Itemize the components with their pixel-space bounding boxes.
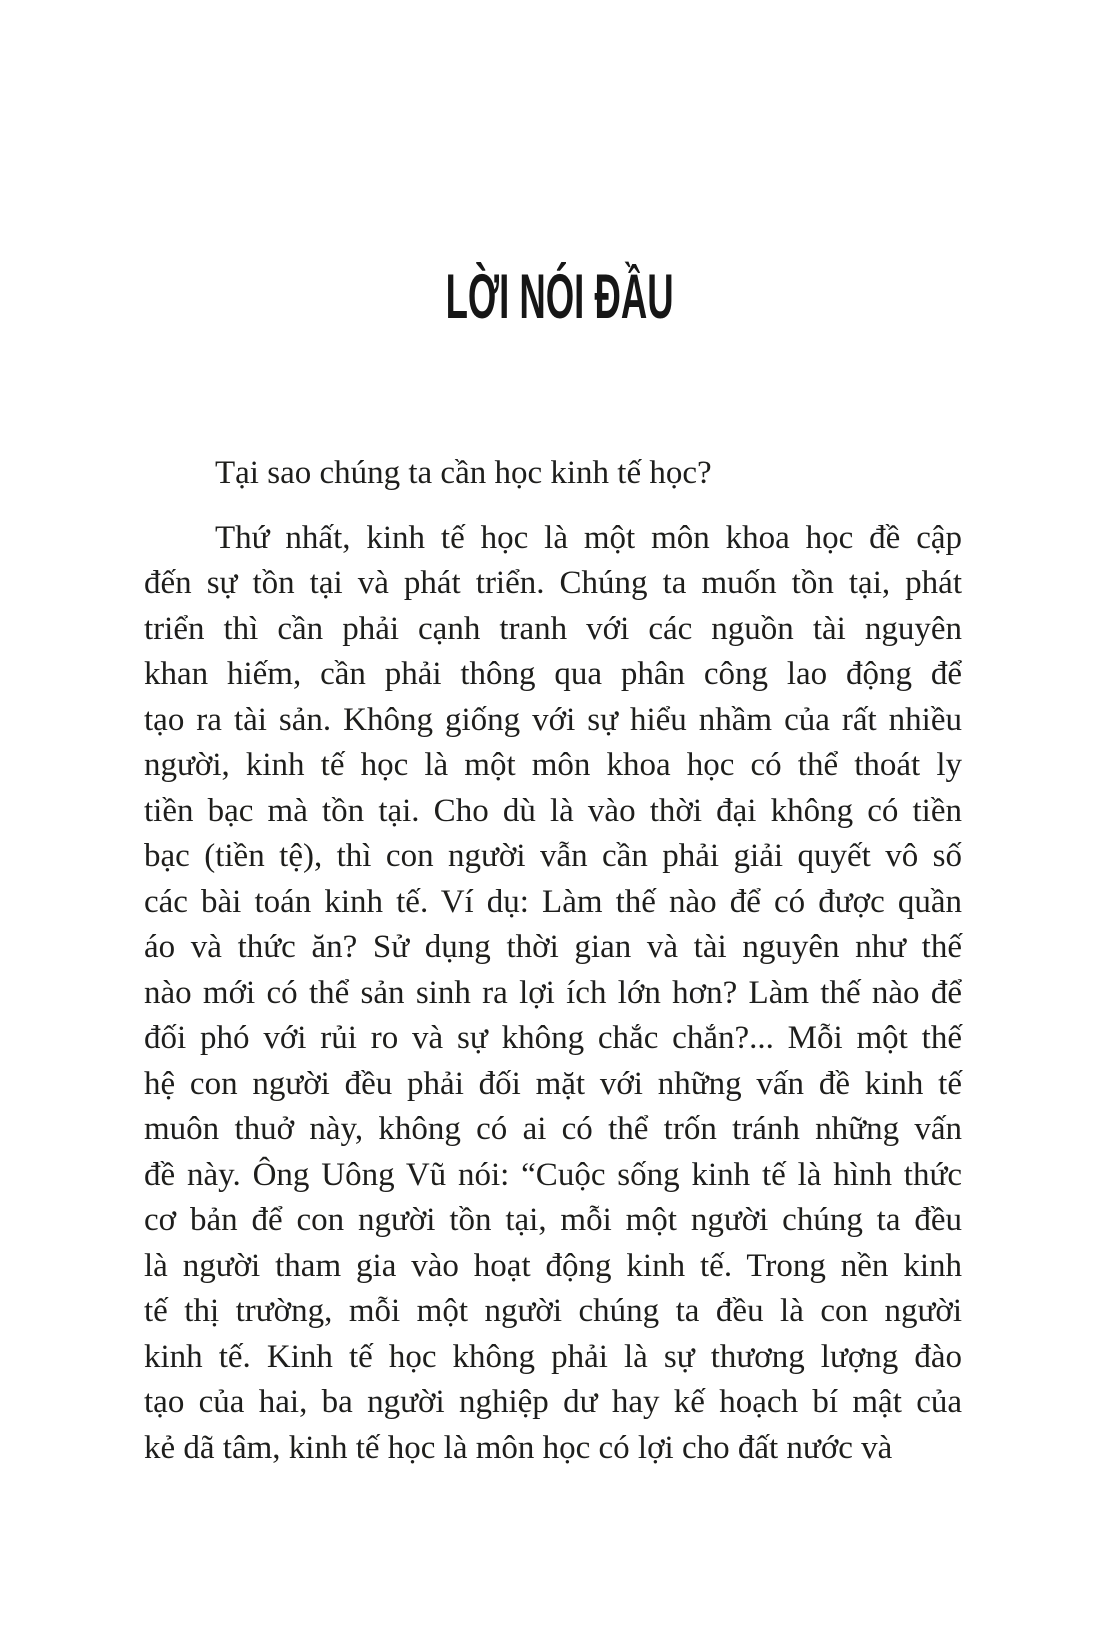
text-line: đối phó với rủi ro và sự không chắc chắn?... Mỗi một thế bbox=[144, 1020, 962, 1056]
text-line: cơ bản để con người tồn tại, mỗi một người chúng ta đều bbox=[144, 1202, 962, 1238]
text-line: tế thị trường, mỗi một người chúng ta đều là con người bbox=[144, 1293, 962, 1329]
page-title bbox=[0, 262, 1119, 332]
text-line: tạo của hai, ba người nghiệp dư hay kế hoạch bí mật của bbox=[144, 1384, 962, 1420]
text-line: đến sự tồn tại và phát triển. Chúng ta muốn tồn tại, phát bbox=[144, 565, 962, 601]
body-text bbox=[144, 451, 962, 1471]
text-line: muôn thuở này, không có ai có thể trốn tránh những vấn bbox=[144, 1111, 962, 1147]
text-line: triển thì cần phải cạnh tranh với các nguồn tài nguyên bbox=[144, 610, 962, 647]
text-line: các bài toán kinh tế. Ví dụ: Làm thế nào để có được quần bbox=[144, 883, 962, 920]
page-title-text: LỜI NÓI ĐẦU bbox=[445, 262, 674, 332]
text-line: Thứ nhất, kinh tế học là một môn khoa học đề cập bbox=[215, 519, 962, 556]
text-line: bạc (tiền tệ), thì con người vẫn cần phải giải quyết vô số bbox=[144, 838, 962, 874]
text-line: Tại sao chúng ta cần học kinh tế học? bbox=[215, 455, 712, 491]
text-line: kẻ dã tâm, kinh tế học là môn học có lợi cho đất nước và bbox=[144, 1429, 893, 1466]
text-line: khan hiếm, cần phải thông qua phân công lao động để bbox=[144, 656, 962, 692]
text-line: hệ con người đều phải đối mặt với những vấn đề kinh tế bbox=[144, 1065, 962, 1102]
text-line: nào mới có thể sản sinh ra lợi ích lớn hơn? Làm thế nào để bbox=[144, 974, 962, 1011]
paragraph bbox=[144, 516, 962, 1472]
text-line: là người tham gia vào hoạt động kinh tế. Trong nền kinh bbox=[144, 1247, 962, 1284]
paragraph bbox=[144, 451, 962, 497]
text-line: áo và thức ăn? Sử dụng thời gian và tài nguyên như thế bbox=[144, 929, 962, 965]
text-line: người, kinh tế học là một môn khoa học có thể thoát ly bbox=[144, 747, 962, 783]
text-line: tạo ra tài sản. Không giống với sự hiểu nhầm của rất nhiều bbox=[144, 701, 962, 738]
text-line: tiền bạc mà tồn tại. Cho dù là vào thời đại không có tiền bbox=[144, 792, 962, 829]
text-line: đề này. Ông Uông Vũ nói: “Cuộc sống kinh tế là hình thức bbox=[144, 1156, 962, 1193]
text-line: kinh tế. Kinh tế học không phải là sự thương lượng đào bbox=[144, 1338, 962, 1375]
